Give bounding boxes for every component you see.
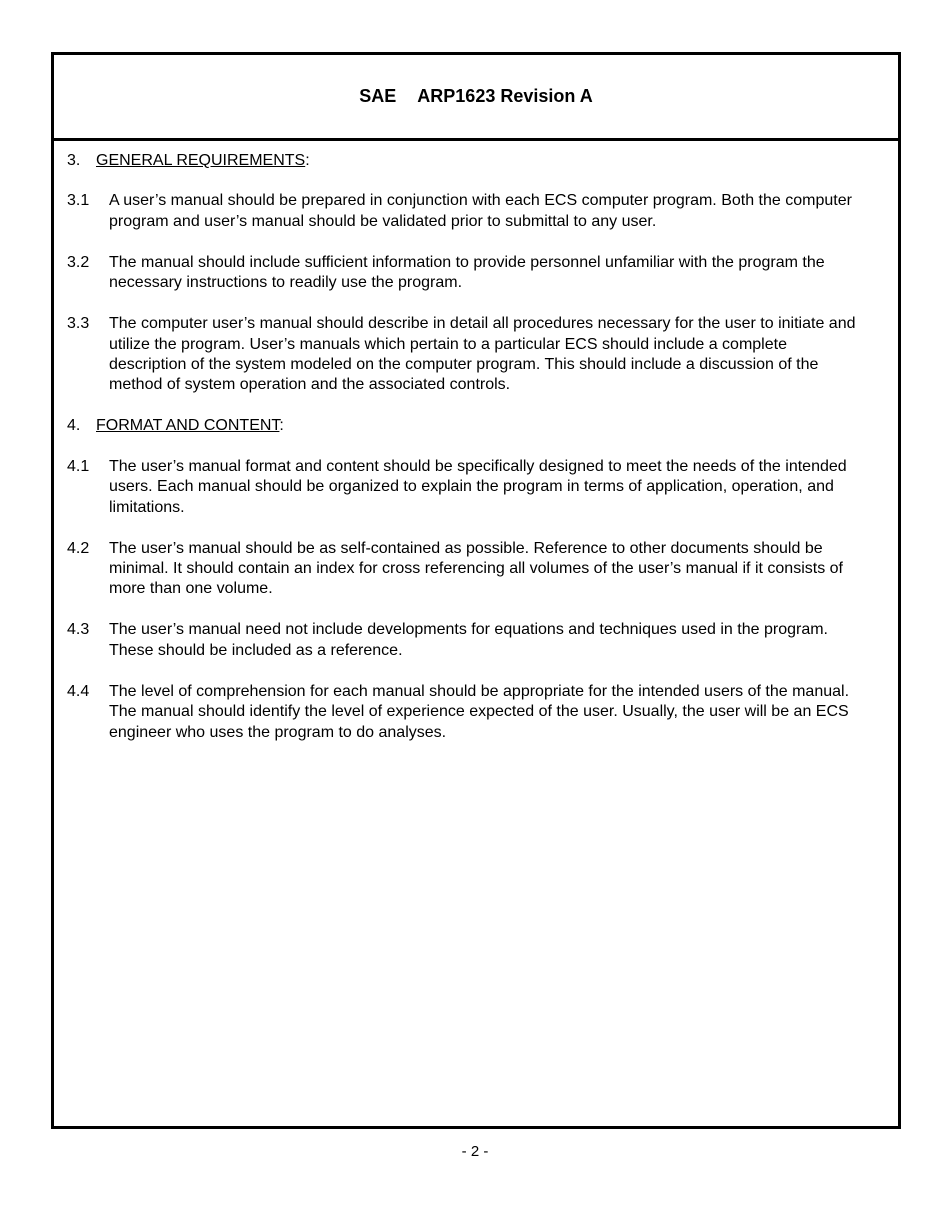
section-heading-3	[67, 151, 868, 171]
paragraph-text: The manual should include sufficient information to provide personnel unfamiliar with the program the necessary instructions to readily use the program.	[109, 253, 825, 292]
paragraph-text: The computer user’s manual should describe in detail all procedures necessary for the user to initiate and utilize the program. User’s manuals which pertain to a particular ECS should include a complete description of the system modeled on the computer program. This should include a discussion of the method of system operation and the associated controls.	[109, 315, 856, 394]
paragraph-number: 4.1	[67, 457, 90, 475]
paragraph-number: 3.3	[67, 315, 90, 333]
document-header	[54, 55, 898, 141]
section-title: FORMAT AND CONTENT	[96, 417, 280, 435]
header-org: SAE	[359, 86, 397, 106]
paragraph-4-4	[67, 682, 868, 743]
section-title-suffix: :	[305, 152, 310, 169]
paragraph-3-1	[67, 191, 868, 232]
page-frame	[51, 52, 901, 1129]
paragraph-3-2	[67, 253, 868, 294]
paragraph-number: 3.2	[67, 253, 90, 271]
paragraph-text: A user’s manual should be prepared in conjunction with each ECS computer program. Both the computer program and user’s manual should be validated prior to submittal to any user.	[109, 192, 852, 230]
paragraph-number: 4.3	[67, 621, 90, 639]
page-number: - 2 -	[461, 1143, 489, 1160]
paragraph-3-3	[67, 314, 868, 396]
paragraph-text: The level of comprehension for each manual should be appropriate for the intended users of the manual. The manual should identify the level of experience expected of the user. Usually, the user will be an ECS engineer who uses the program to do analyses.	[109, 682, 850, 741]
paragraph-text: The user’s manual need not include developments for equations and techniques used in the program. These should be included as a reference.	[109, 621, 828, 659]
paragraph-4-2	[67, 539, 868, 600]
paragraph-text: The user’s manual format and content should be specifically designed to meet the needs of the intended users. Each manual should be organized to explain the program in terms of application, operation, and limitations.	[109, 457, 847, 516]
paragraph-text: The user’s manual should be as self-contained as possible. Reference to other documents should be minimal. It should contain an index for cross referencing all volumes of the user’s manual if it consists of more than one volume.	[109, 539, 843, 598]
section-title-suffix: :	[279, 417, 284, 435]
section-number: 4.	[67, 417, 81, 435]
paragraph-number: 4.2	[67, 539, 90, 557]
section-number: 3.	[67, 152, 81, 169]
paragraph-4-1	[67, 457, 868, 518]
paragraph-number: 3.1	[67, 192, 90, 210]
document-body	[54, 141, 898, 743]
paragraph-4-3	[67, 620, 868, 661]
paragraph-number: 4.4	[67, 682, 90, 700]
section-heading-4	[67, 416, 868, 436]
section-title: GENERAL REQUIREMENTS	[96, 152, 306, 169]
header-doc-id: ARP1623 Revision A	[417, 86, 593, 106]
